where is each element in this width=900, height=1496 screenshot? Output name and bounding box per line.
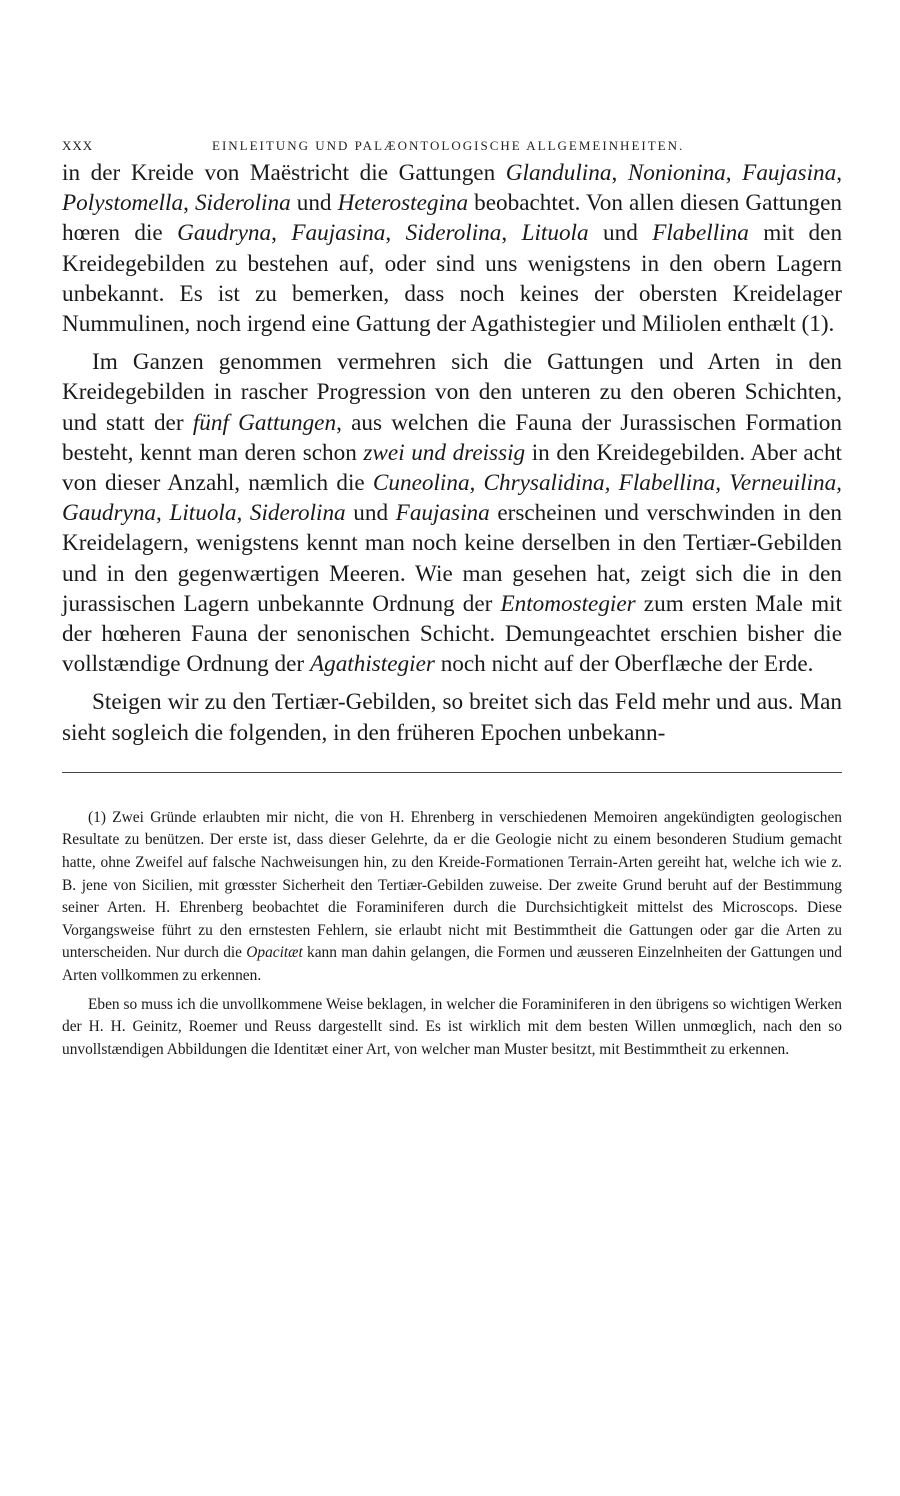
- text-run: und: [290, 190, 338, 217]
- genus-name: Flabellina: [652, 220, 749, 247]
- emphasis: Opacitæt: [246, 944, 303, 962]
- text-run: ,: [156, 500, 170, 527]
- text-run: in der Kreide von Maëstricht die Gattungen: [62, 160, 506, 186]
- genus-name: Faujasina: [395, 500, 490, 527]
- text-run: erscheinen und verschwinden in den Kreidelagern, wenigstens kennt man noch keine derselben in den Tertiær-Gebilden und in den gegenwærtigen Meeren. Wie man gesehen hat, zeigt sich die in den jurassischen Lagern unbekannte Ordnung der: [62, 500, 843, 617]
- order-name: Agathistegier: [309, 651, 435, 678]
- text-run: kann man dahin gelangen, die Formen und æusseren Einzelnheiten der Gattungen und Arten vollkommen zu erkennen.: [62, 944, 842, 985]
- genus-name: Lituola: [521, 220, 589, 247]
- emphasis: fünf Gattungen: [192, 409, 337, 436]
- text-run: , aus welchen die Fauna der Jurassischen Formation besteht, kennt man deren schon: [62, 409, 842, 466]
- text-run: ,: [725, 160, 743, 186]
- genus-name: Siderolina: [249, 500, 346, 527]
- document-page: [62, 138, 842, 1061]
- text-run: Im Ganzen genommen vermehren sich die Gattungen und Arten in den Kreidegebilden in rascher Progression von den unteren zu den oberen Schichten, und statt der: [62, 349, 842, 436]
- genus-name: Glandulina: [505, 160, 612, 186]
- text-run: zum ersten Male mit der hœheren Fauna der senonischen Schicht. Demungeachtet erschien bisher die vollstændige Ordnung der: [62, 590, 842, 678]
- text-run: ,: [501, 220, 522, 247]
- emphasis: zwei und dreissig: [363, 439, 526, 466]
- text-run: in den Kreidegebilden. Aber acht von dieser Anzahl, næmlich die: [62, 439, 842, 497]
- text-run: ,: [183, 190, 195, 217]
- text-run: ,: [836, 160, 843, 186]
- running-title: EINLEITUNG UND PALÆONTOLOGISCHE ALLGEMEINHEITEN.: [212, 138, 685, 153]
- text-run: ,: [236, 500, 250, 527]
- page-number: XXX: [62, 138, 94, 153]
- text-run: noch nicht auf der Oberflæche der Erde.: [434, 651, 814, 678]
- genus-name: Faujasina: [742, 160, 837, 186]
- footnote-divider: [62, 772, 842, 773]
- text-run: ,: [611, 160, 628, 186]
- genus-name: Siderolina: [405, 220, 502, 247]
- text-run: beobachtet. Von allen diesen Gattungen hœren die: [62, 190, 842, 247]
- genus-name: Polystomella: [62, 190, 184, 217]
- footnote-1: [62, 807, 842, 988]
- paragraph-3: Steigen wir zu den Tertiær-Gebilden, so breitet sich das Feld mehr und aus. Man sieht sogleich die folgenden, in den früheren Epochen unbekann-: [62, 689, 842, 746]
- text-run: mit den Kreidegebilden zu bestehen auf, oder sind uns wenigstens in den obern Lagern unbekannt. Es ist zu bemerken, dass noch keines der obersten Kreidelager Nummulinen, noch irgend eine Gattung der Agathistegier und Miliolen enthælt (1).: [62, 220, 843, 338]
- text-run: und: [345, 500, 396, 527]
- paragraph-1: [62, 158, 842, 339]
- text-run: ,: [385, 220, 406, 247]
- genus-name: Heterostegina: [337, 190, 469, 217]
- text-run: (1) Zwei Gründe erlaubten mir nicht, die von H. Ehrenberg in verschiedenen Memoiren angekündigten geologischen Resultate zu benützen. Der erste ist, dass dieser Gelehrte, da er die Geologie nicht zu einem besonderen Studium gemacht hatte, ohne Zweifel auf falsche Nachweisungen hin, zu den Kreide-Formationen Terrain-Arten gereiht hat, welche ich wie z. B. jene von Sicilien, mit grœsster Sicherheit den Tertiær-Gebilden zuweise. Der zweite Grund beruht auf der Bestimmung seiner Arten. H. Ehrenberg beobachtet die Foraminiferen durch die Durchsichtigkeit mittelst des Microscops. Diese Vorgangsweise führt zu den ernstesten Fehlern, sie erlaubt nicht mit Bestimmtheit die Gattungen oder gar die Arten zu unterscheiden. Nur durch die: [62, 808, 842, 962]
- genus-name: Gaudryna: [177, 220, 272, 247]
- genus-name: Faujasina: [291, 220, 386, 247]
- main-text: [62, 158, 842, 748]
- order-name: Entomostegier: [500, 590, 636, 617]
- footnote-1-continued: Eben so muss ich die unvollkommene Weise beklagen, in welcher die Foraminiferen in den übrigens so wichtigen Werken der H. H. Geinitz, Roemer und Reuss dargestellt sind. Es ist wirklich mit dem besten Willen unmœglich, nach den so unvollstændigen Abbildungen die Identitæt einer Art, von welcher man Muster besitzt, mit Bestimmtheit zu erkennen.: [62, 995, 842, 1058]
- genus-name: Cuneolina, Chrysalidina, Flabellina, Verneuilina, Gaudryna: [62, 470, 842, 527]
- running-head: [62, 138, 842, 154]
- text-run: ,: [271, 220, 292, 247]
- text-run: und: [588, 220, 653, 247]
- paragraph-2: [62, 347, 842, 679]
- genus-name: Lituola: [169, 500, 237, 527]
- genus-name: Siderolina: [194, 190, 291, 217]
- footnotes: [62, 807, 842, 1062]
- genus-name: Nonionina: [627, 160, 726, 186]
